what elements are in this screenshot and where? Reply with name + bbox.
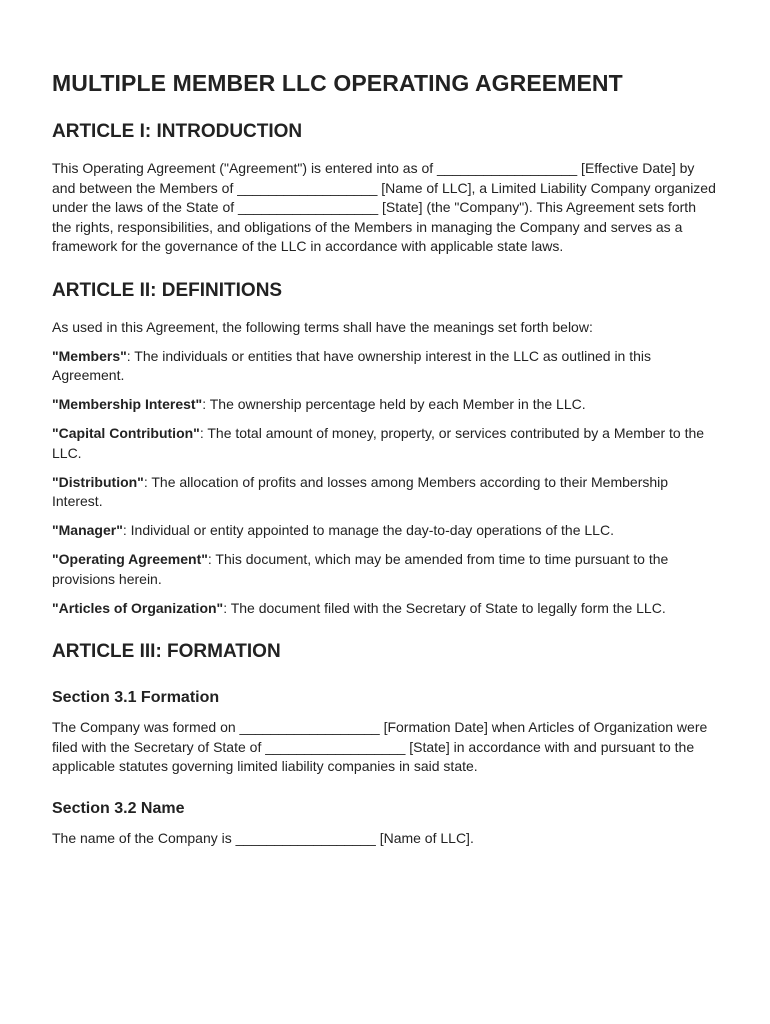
definition-text: : The individuals or entities that have ownership interest in the LLC as outlined in this Agreement. bbox=[52, 347, 652, 383]
definition-text: : The allocation of profits and losses among Members according to their Membership Interest. bbox=[52, 473, 669, 509]
definition-term: "Distribution" bbox=[52, 473, 144, 490]
definition-text: : The total amount of money, property, or services contributed by a Member to the LLC. bbox=[52, 425, 705, 461]
article-3-heading: ARTICLE III: FORMATION bbox=[52, 641, 281, 662]
definition-manager bbox=[52, 521, 718, 541]
definition-text: : The ownership percentage held by each Member in the LLC. bbox=[202, 396, 586, 412]
definition-distribution bbox=[52, 473, 718, 512]
definition-members bbox=[52, 347, 718, 386]
definition-term: "Members" bbox=[52, 347, 127, 364]
definition-term: "Operating Agreement" bbox=[52, 551, 208, 567]
article-1-introduction-paragraph: This Operating Agreement ("Agreement") is entered into as of __________________ [Effective Date] by and between the Members of __________________ [Name of LLC], a Limited Liability Company organized under the laws of the State of __________________ [State] (the "Company"). This Agreement sets forth the rights, responsibilities, and obligations of the Members in managing the Company and serves as a framework for the governance of the LLC in accordance with applicable state laws. bbox=[52, 160, 716, 254]
definition-membership-interest bbox=[52, 395, 718, 415]
article-1-heading: ARTICLE I: INTRODUCTION bbox=[52, 121, 303, 142]
definition-term: "Capital Contribution" bbox=[52, 425, 200, 441]
section-3-2-paragraph: The name of the Company is __________________ [Name of LLC]. bbox=[52, 829, 474, 846]
document-title: MULTIPLE MEMBER LLC OPERATING AGREEMENT bbox=[52, 70, 623, 96]
definitions-list bbox=[52, 347, 718, 619]
definition-text: : Individual or entity appointed to manage the day-to-day operations of the LLC. bbox=[122, 522, 614, 538]
definition-operating-agreement bbox=[52, 550, 718, 589]
definition-term: "Membership Interest" bbox=[52, 396, 203, 412]
article-2-heading: ARTICLE II: DEFINITIONS bbox=[52, 279, 283, 301]
definition-term: "Manager" bbox=[52, 522, 123, 538]
section-3-2-heading: Section 3.2 Name bbox=[52, 799, 185, 817]
definition-articles-of-organization bbox=[52, 599, 718, 619]
definition-capital-contribution bbox=[52, 424, 718, 463]
section-3-1-paragraph: The Company was formed on __________________ [Formation Date] when Articles of Organization were filed with the Secretary of State of __________________ [State] in accordance with and pursuant to the applicable statutes governing limited liability companies in said state. bbox=[52, 719, 708, 774]
definition-text: : The document filed with the Secretary of State to legally form the LLC. bbox=[223, 599, 666, 616]
definition-term: "Articles of Organization" bbox=[52, 599, 224, 616]
section-3-1-heading: Section 3.1 Formation bbox=[52, 689, 220, 706]
definitions-intro: As used in this Agreement, the following terms shall have the meanings set forth below: bbox=[52, 318, 593, 335]
definition-text: : This document, which may be amended from time to time pursuant to the provisions herein. bbox=[52, 551, 669, 587]
